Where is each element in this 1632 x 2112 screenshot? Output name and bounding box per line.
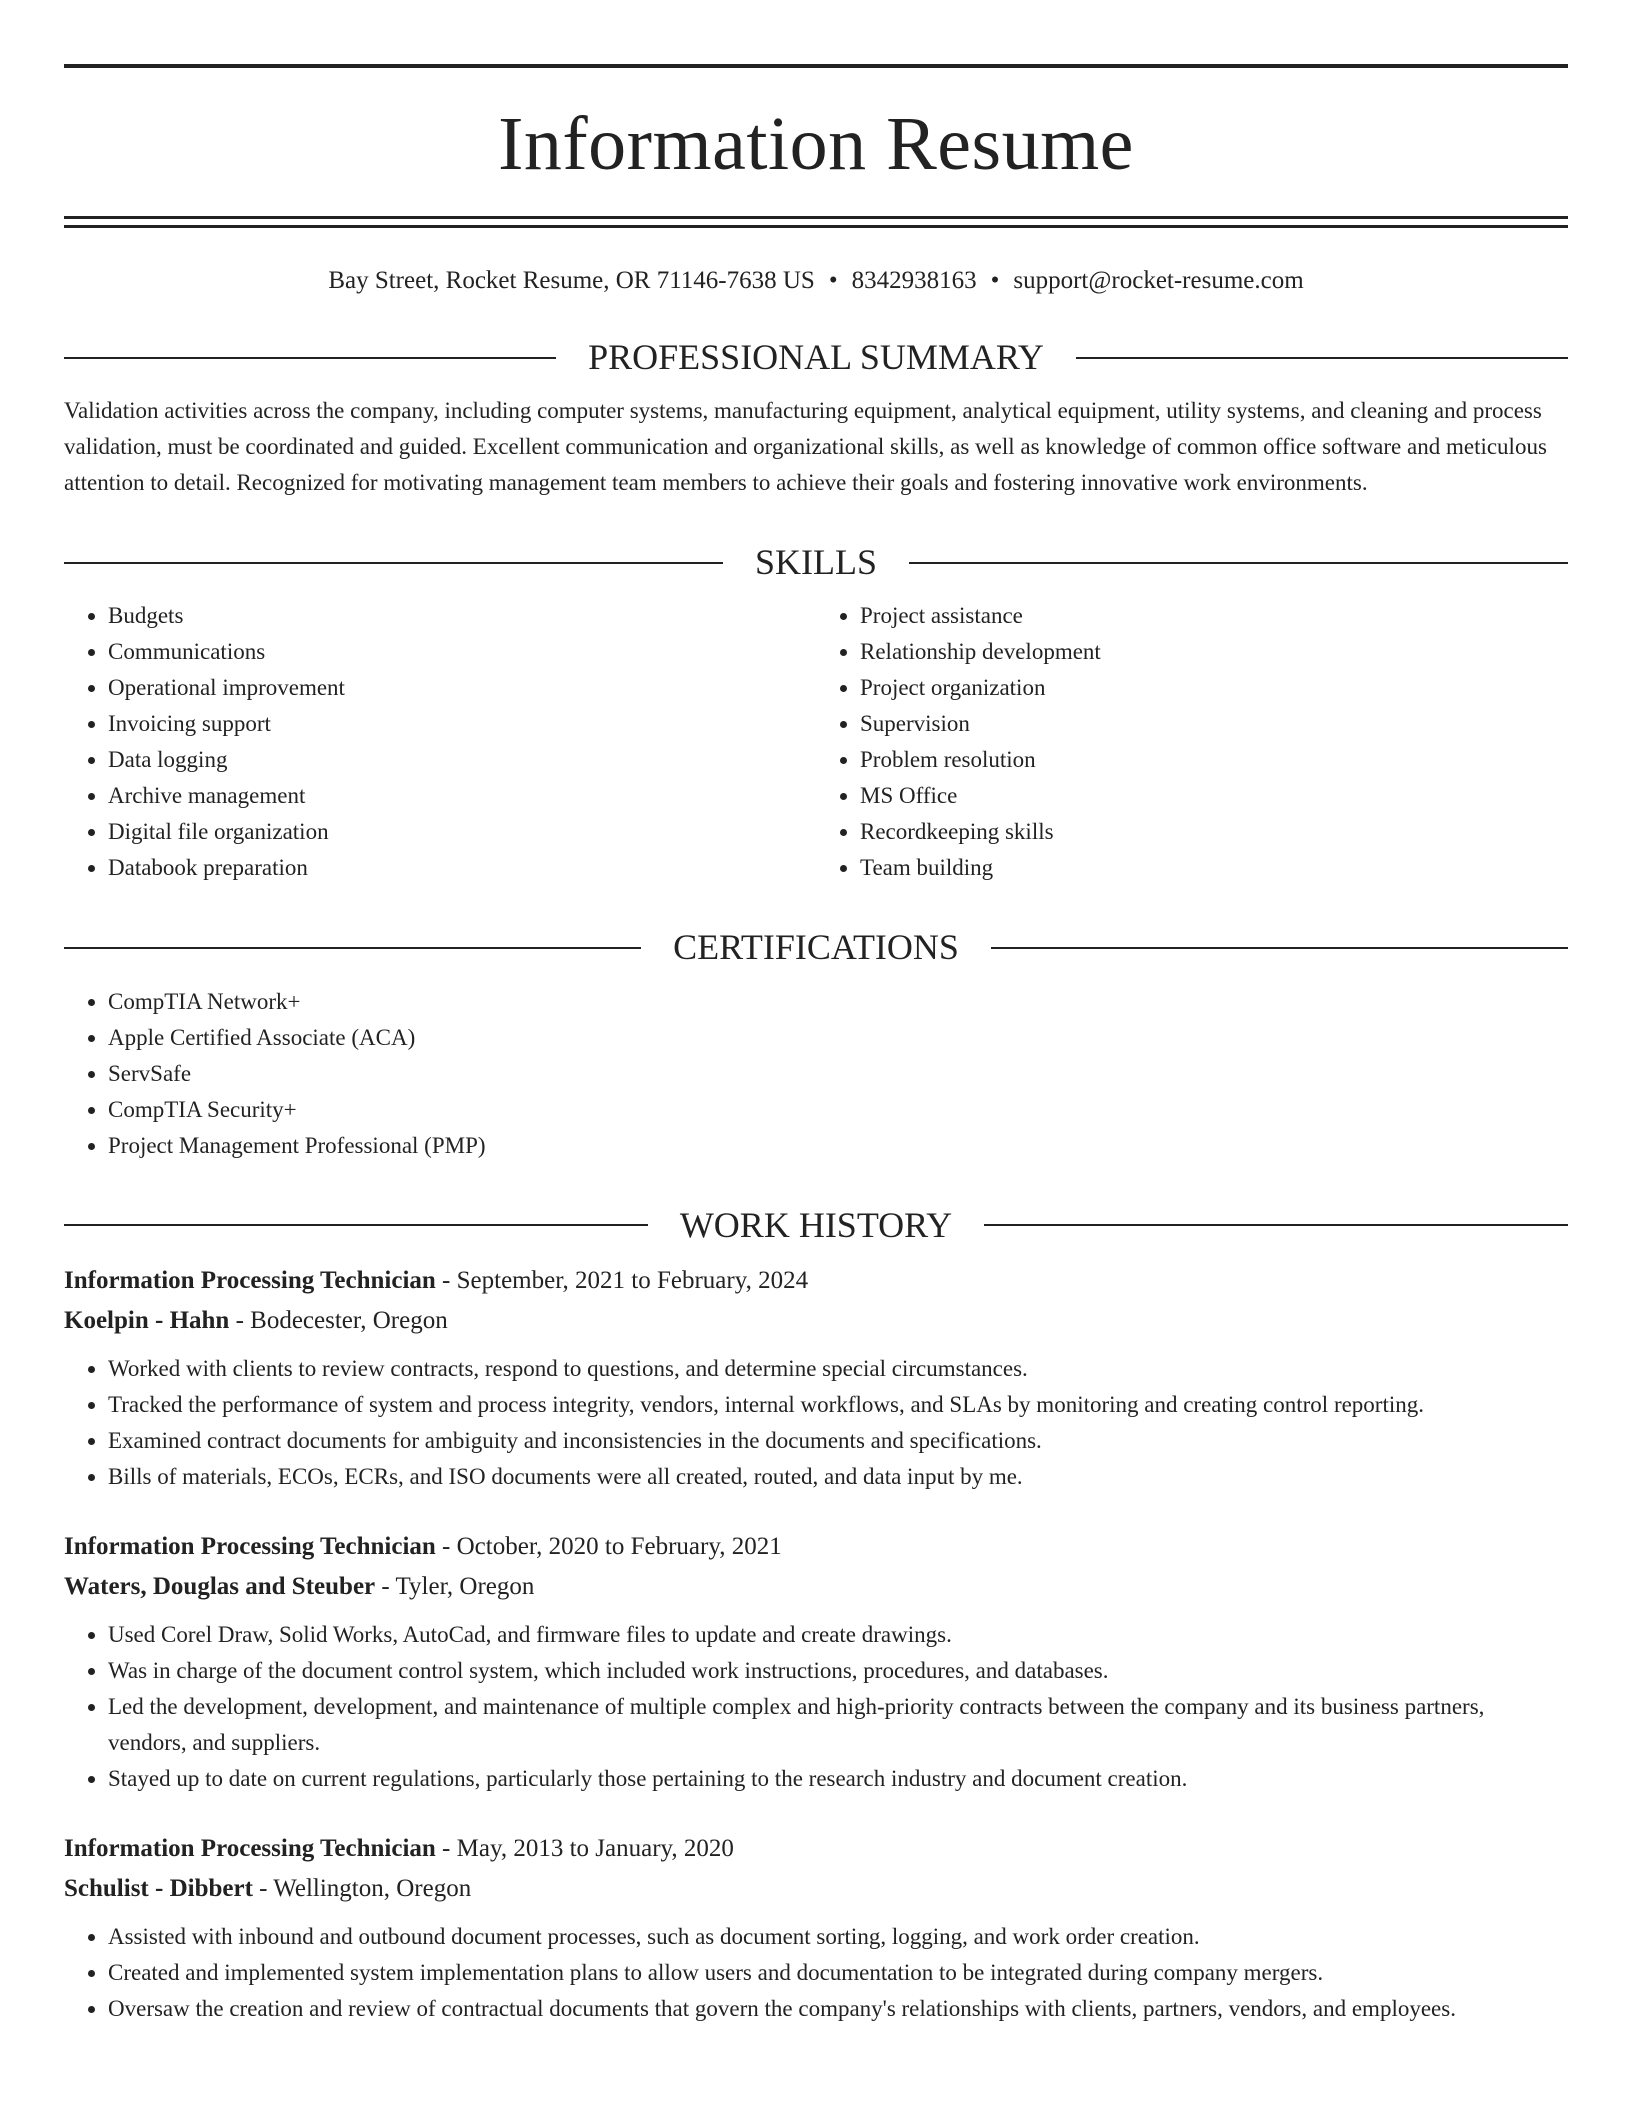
certification-item: • CompTIA Network+ — [108, 984, 1568, 1020]
contact-line — [64, 266, 1568, 296]
job-bullet: • Worked with clients to review contracts, respond to questions, and determine special circumstances. — [108, 1351, 1568, 1387]
top-rule — [64, 64, 1568, 68]
skill-item: • Project assistance — [860, 598, 1568, 634]
job-bullets — [64, 1351, 1568, 1495]
contact-phone: 8342938163 — [851, 267, 977, 294]
job-bullet: • Led the development, development, and maintenance of multiple complex and high-priority contracts between the company and its business partners, vendors, and suppliers. — [108, 1689, 1568, 1761]
summary-text: Validation activities across the company, including computer systems, manufacturing equipment, analytical equipment, utility systems, and cleaning and process validation, must be coordinated and guided. Excellent communication and organizational skills, as well as knowledge of common office software and meticulous attention to detail. Recognized for motivating management team members to achieve their goals and fostering innovative work environments. — [64, 398, 1547, 496]
divider-line — [909, 562, 1568, 564]
section-title: WORK HISTORY — [679, 1204, 953, 1245]
job-title: Information Processing Technician — [64, 1532, 436, 1560]
divider-line — [64, 947, 641, 949]
job-bullet: • Created and implemented system implementation plans to allow users and documentation to be integrated during company mergers. — [108, 1955, 1568, 1991]
job-title-line — [64, 1261, 1568, 1301]
job-company-line — [64, 1301, 1568, 1341]
section-title: SKILLS — [755, 542, 878, 583]
contact-separator: • — [990, 267, 1000, 294]
skill-item: • Problem resolution — [860, 742, 1568, 778]
job-bullet: • Bills of materials, ECOs, ECRs, and ISO documents were all created, routed, and data input by me. — [108, 1459, 1568, 1495]
job-entry — [64, 1829, 1568, 2027]
section-title: CERTIFICATIONS — [673, 927, 959, 968]
contact-address: Bay Street, Rocket Resume, OR 71146-7638 US — [328, 267, 815, 294]
job-bullet: • Oversaw the creation and review of contractual documents that govern the company's relationships with clients, partners, vendors, and employees. — [108, 1991, 1568, 2027]
job-title-line — [64, 1527, 1568, 1567]
job-title: Information Processing Technician — [64, 1834, 436, 1862]
job-bullets — [64, 1617, 1568, 1797]
job-company-line — [64, 1869, 1568, 1909]
job-dates: - October, 2020 to February, 2021 — [435, 1532, 782, 1560]
job-bullet: • Examined contract documents for ambiguity and inconsistencies in the documents and specifications. — [108, 1423, 1568, 1459]
skills-columns — [64, 598, 1568, 886]
section-header-skills — [64, 541, 1568, 584]
skill-item: • Project organization — [860, 670, 1568, 706]
job-bullet: • Assisted with inbound and outbound document processes, such as document sorting, logging, and work order creation. — [108, 1919, 1568, 1955]
contact-separator: • — [828, 267, 838, 294]
job-company: Schulist - Dibbert — [64, 1874, 253, 1902]
divider-line — [64, 357, 556, 359]
skills-list-left — [64, 598, 816, 886]
job-bullet: • Stayed up to date on current regulations, particularly those pertaining to the research industry and document creation. — [108, 1761, 1568, 1797]
skill-item: • Databook preparation — [108, 850, 816, 886]
section-title: PROFESSIONAL SUMMARY — [588, 337, 1044, 377]
title-double-rule — [64, 216, 1568, 228]
job-entry — [64, 1261, 1568, 1495]
certification-item: • ServSafe — [108, 1056, 1568, 1092]
divider-line — [64, 562, 723, 564]
certification-item: • Project Management Professional (PMP) — [108, 1128, 1568, 1164]
contact-email: support@rocket-resume.com — [1013, 267, 1304, 294]
skill-item: • Archive management — [108, 778, 816, 814]
skill-item: • Communications — [108, 634, 816, 670]
skill-item: • Data logging — [108, 742, 816, 778]
job-company: Waters, Douglas and Steuber — [64, 1572, 376, 1600]
skill-item: • Recordkeeping skills — [860, 814, 1568, 850]
job-dates: - May, 2013 to January, 2020 — [435, 1834, 734, 1862]
section-header-certifications — [64, 926, 1568, 969]
job-location: - Wellington, Oregon — [252, 1874, 472, 1902]
job-company: Koelpin - Hahn — [64, 1306, 230, 1334]
divider-line — [991, 947, 1568, 949]
job-location: - Bodecester, Oregon — [229, 1306, 448, 1334]
job-entry — [64, 1527, 1568, 1797]
skill-item: • Budgets — [108, 598, 816, 634]
skill-item: • Relationship development — [860, 634, 1568, 670]
divider-line — [984, 1224, 1568, 1226]
job-bullets — [64, 1919, 1568, 2027]
skills-list-right — [816, 598, 1568, 886]
certifications-list — [64, 984, 1568, 1164]
skill-item: • Operational improvement — [108, 670, 816, 706]
certification-item: • CompTIA Security+ — [108, 1092, 1568, 1128]
job-bullet: • Was in charge of the document control system, which included work instructions, procedures, and databases. — [108, 1653, 1568, 1689]
job-bullet: • Used Corel Draw, Solid Works, AutoCad, and firmware files to update and create drawings. — [108, 1617, 1568, 1653]
skill-item: • Invoicing support — [108, 706, 816, 742]
skill-item: • MS Office — [860, 778, 1568, 814]
divider-line — [1076, 357, 1568, 359]
work-history — [64, 1261, 1568, 2027]
job-location: - Tyler, Oregon — [375, 1572, 535, 1600]
job-dates: - September, 2021 to February, 2024 — [435, 1266, 809, 1294]
section-header-work-history — [64, 1204, 1568, 1247]
resume-title: Information Resume — [498, 102, 1134, 186]
skill-item: • Digital file organization — [108, 814, 816, 850]
job-title: Information Processing Technician — [64, 1266, 436, 1294]
job-bullet: • Tracked the performance of system and process integrity, vendors, internal workflows, and SLAs by monitoring and creating control reporting. — [108, 1387, 1568, 1423]
skill-item: • Team building — [860, 850, 1568, 886]
certification-item: • Apple Certified Associate (ACA) — [108, 1020, 1568, 1056]
job-company-line — [64, 1567, 1568, 1607]
divider-line — [64, 1224, 648, 1226]
skill-item: • Supervision — [860, 706, 1568, 742]
job-title-line — [64, 1829, 1568, 1869]
section-header-summary — [64, 336, 1568, 379]
